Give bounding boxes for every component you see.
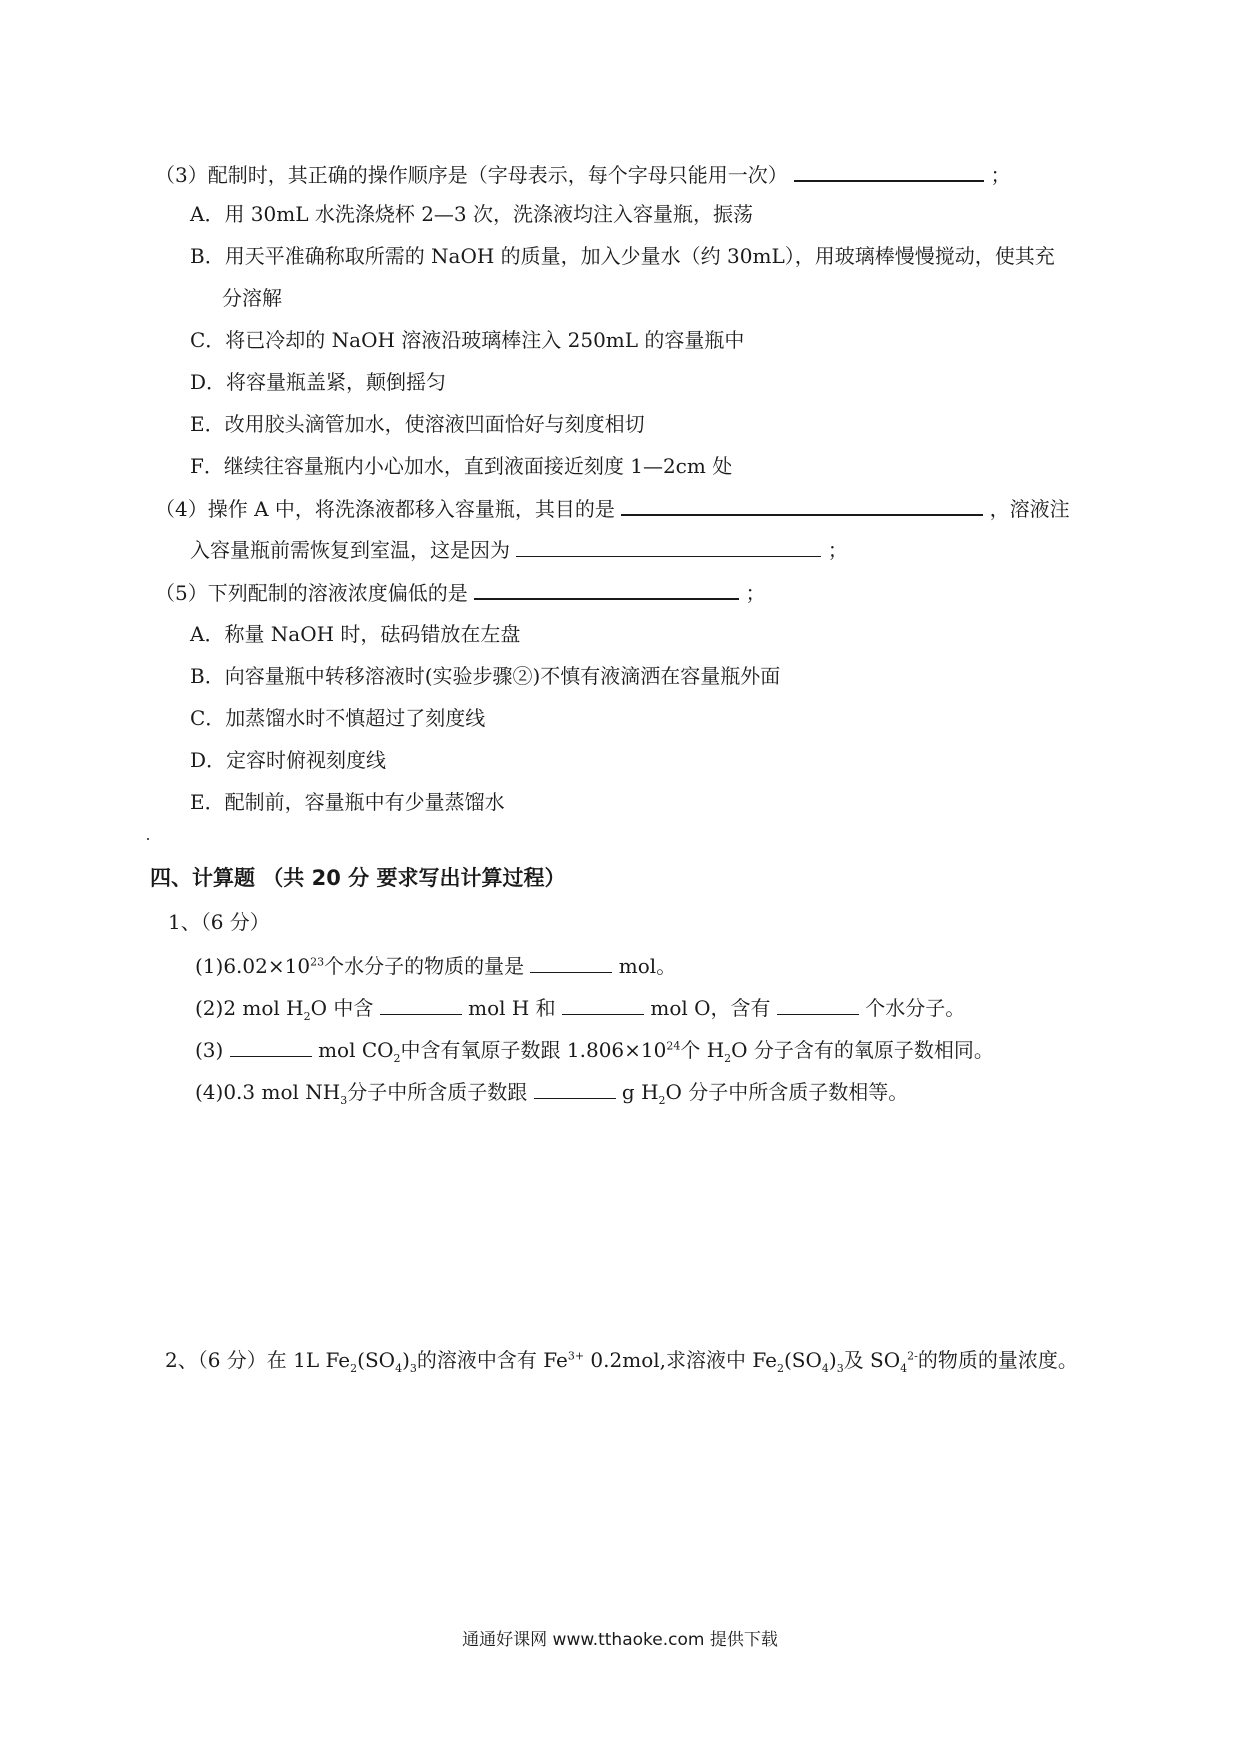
p2-text-c: ) [402, 1348, 410, 1372]
p2-text-e: 0.2mol,求溶液中 Fe [584, 1348, 777, 1372]
q3-option-a: A．用 30mL 水洗涤烧杯 2—3 次，洗涤液均注入容量瓶，振荡 [190, 202, 754, 226]
p1-s1-text-b: 个水分子的物质的量是 [324, 954, 525, 978]
p2-text-a: 2、（6 分）在 1L Fe [165, 1348, 351, 1372]
q3-answer-blank[interactable] [794, 160, 984, 182]
q5-answer-blank[interactable] [474, 578, 739, 600]
p2-sub-7: 4 [900, 1362, 908, 1375]
p1-s3-exponent: 24 [666, 1039, 681, 1053]
p1-s4-text-b: 分子中所含质子数跟 [347, 1080, 528, 1104]
q5-option-c: C．加蒸馏水时不慎超过了刻度线 [190, 706, 486, 730]
p2-text-f: (SO [783, 1348, 822, 1372]
problem-1-part-2 [195, 994, 965, 1022]
p1-s2-text-d: mol O，含有 [650, 996, 771, 1020]
p2-text-g: ) [828, 1348, 837, 1372]
q3-option-b: B．用天平准确称取所需的 NaOH 的质量，加入少量水（约 30mL），用玻璃棒慢慢搅动，使其充 [190, 244, 1055, 268]
p1-s4-text-a: (4)0.3 mol NH [195, 1080, 341, 1104]
p2-text-b: (SO [357, 1348, 396, 1372]
p1-s1-unit: mol。 [618, 954, 677, 978]
q3-option-c: C．将已冷却的 NaOH 溶液沿玻璃棒注入 250mL 的容量瓶中 [190, 328, 745, 352]
p1-s3-text-e: O 分子含有的氧原子数相同。 [731, 1038, 994, 1062]
q5-stem-line [155, 578, 765, 607]
p1-s2-text-c: mol H 和 [468, 996, 556, 1020]
scan-speck [147, 838, 149, 840]
p1-s3-subscript-2: 2 [724, 1052, 732, 1065]
p1-s3-text-a: (3) [195, 1038, 224, 1062]
p2-text-d: 的溶液中含有 Fe [416, 1348, 568, 1372]
q3-end: ； [990, 163, 1011, 187]
q5-option-d: D．定容时俯视刻度线 [190, 748, 387, 772]
p2-sub-3: 3 [409, 1362, 417, 1375]
q5-end: ； [745, 581, 766, 605]
problem-1-part-3 [195, 1036, 994, 1064]
p1-s3-subscript: 2 [393, 1052, 401, 1065]
p2-sub-5: 4 [821, 1362, 829, 1375]
problem-2 [165, 1346, 1078, 1374]
p1-s4-blank[interactable] [534, 1078, 616, 1099]
p1-s3-text-c: 中含有氧原子数跟 1.806×10 [400, 1038, 667, 1062]
problem-1-label: 1、（6 分） [168, 910, 270, 934]
q5-option-a: A．称量 NaOH 时，砝码错放在左盘 [190, 622, 521, 646]
problem-1-part-1 [195, 952, 676, 980]
p2-sub-4: 2 [776, 1362, 784, 1375]
q4-purpose-blank[interactable] [621, 494, 983, 516]
q4-stem-c: 入容量瓶前需恢复到室温，这是因为 [190, 538, 510, 562]
p1-s4-text-c: g H [621, 1080, 659, 1104]
p2-sub-6: 3 [836, 1362, 844, 1375]
q4-reason-blank[interactable] [516, 536, 821, 557]
p1-s3-text-b: mol CO [318, 1038, 394, 1062]
p1-s1-blank[interactable] [530, 952, 612, 973]
q4-stem-a: （4）操作 A 中，将洗涤液都移入容量瓶，其目的是 [155, 497, 615, 521]
p2-text-i: 的物质的量浓度。 [917, 1348, 1078, 1372]
p2-text-h: 及 SO [843, 1348, 901, 1372]
p2-sub-2: 4 [395, 1362, 403, 1375]
q3-option-f: F．继续往容量瓶内小心加水，直到液面接近刻度 1—2cm 处 [190, 454, 733, 478]
p1-s1-exponent: 23 [310, 955, 325, 969]
section-heading: 四、计算题 （共 20 分 要求写出计算过程） [150, 866, 566, 890]
p1-s4-subscript: 3 [340, 1094, 348, 1107]
p1-s4-subscript-2: 2 [658, 1094, 666, 1107]
p1-s2-blank-1[interactable] [380, 994, 462, 1015]
p2-sub-1: 2 [350, 1362, 358, 1375]
problem-1-part-4 [195, 1078, 908, 1106]
q3-option-d: D．将容量瓶盖紧，颠倒摇匀 [190, 370, 447, 394]
q3-stem: （3）配制时，其正确的操作顺序是（字母表示，每个字母只能用一次） [155, 163, 788, 187]
p2-sup-2: 2- [907, 1349, 918, 1363]
p1-s2-subscript: 2 [303, 1010, 311, 1023]
q4-stem-b: ，溶液注 [989, 497, 1070, 521]
p1-s2-blank-2[interactable] [562, 994, 644, 1015]
page-footer: 通通好课网 www.tthaoke.com 提供下载 [462, 1630, 778, 1650]
q3-option-e: E．改用胶头滴管加水，使溶液凹面恰好与刻度相切 [190, 412, 645, 436]
p1-s2-blank-3[interactable] [777, 994, 859, 1015]
p1-s2-text-b: O 中含 [310, 996, 374, 1020]
q3-option-b-cont: 分溶解 [222, 286, 282, 310]
q3-stem-line [155, 160, 1010, 189]
p1-s2-text-e: 个水分子。 [865, 996, 966, 1020]
p1-s3-text-d: 个 H [680, 1038, 725, 1062]
q4-line-2 [190, 536, 848, 564]
q5-option-e: E．配制前，容量瓶中有少量蒸馏水 [190, 790, 505, 814]
p1-s3-blank[interactable] [230, 1036, 312, 1057]
q4-end: ； [827, 538, 848, 562]
p1-s1-text-a: (1)6.02×10 [195, 954, 311, 978]
q5-stem: （5）下列配制的溶液浓度偏低的是 [155, 581, 468, 605]
p1-s4-text-d: O 分子中所含质子数相等。 [665, 1080, 909, 1104]
q5-option-b: B．向容量瓶中转移溶液时(实验步骤②)不慎有液滴洒在容量瓶外面 [190, 664, 781, 688]
p1-s2-text-a: (2)2 mol H [195, 996, 304, 1020]
p2-sup-1: 3+ [567, 1349, 585, 1363]
q4-line-1 [155, 494, 1070, 523]
